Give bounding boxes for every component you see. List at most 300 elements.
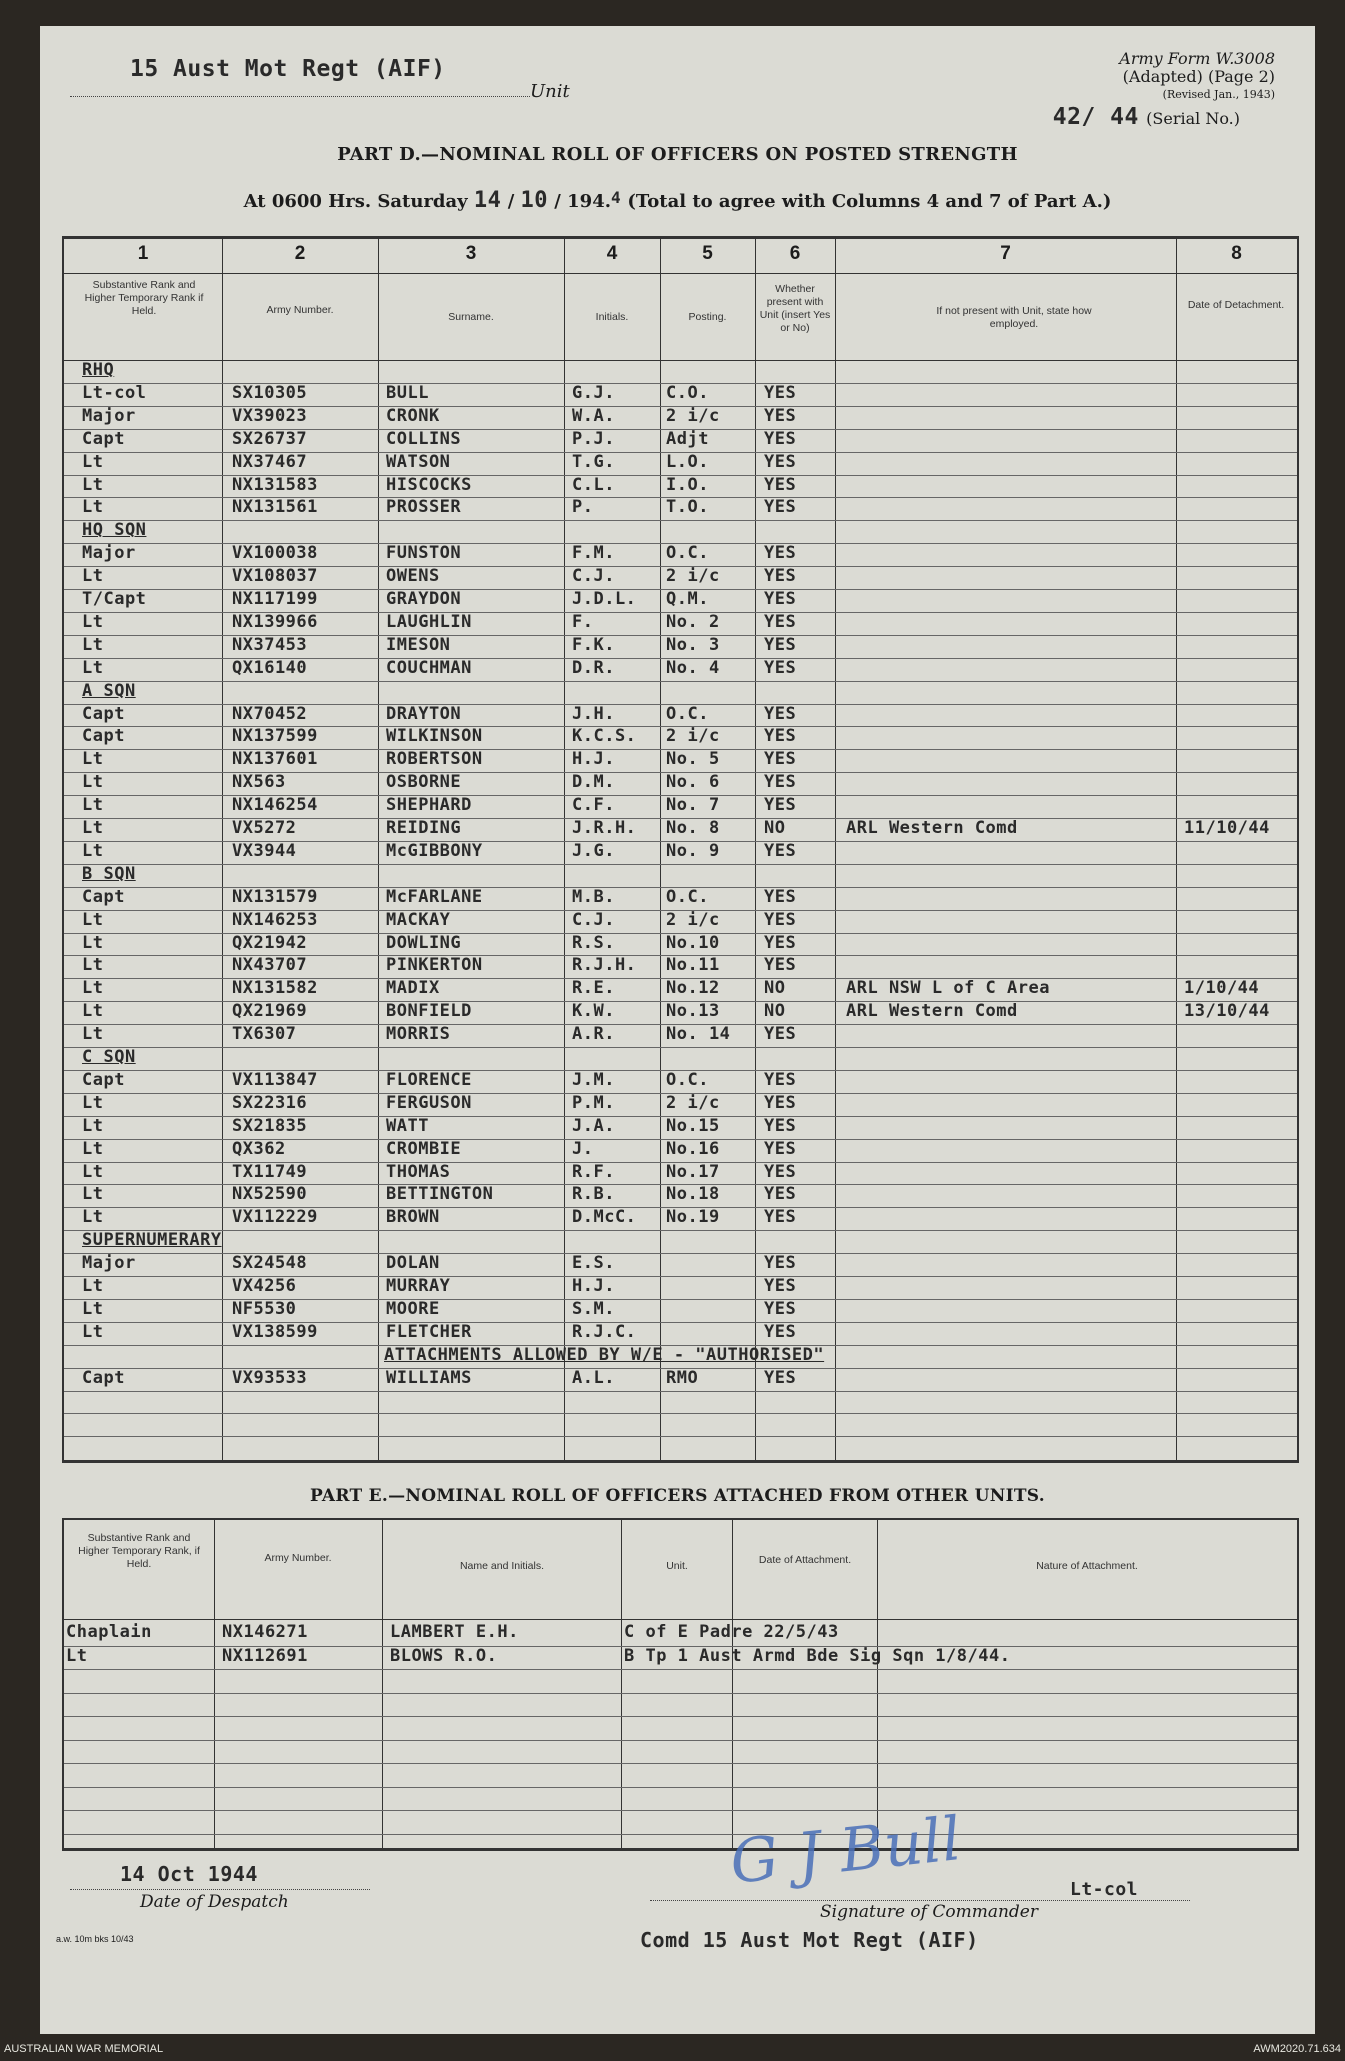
posting-cell: No. 2 <box>666 611 720 632</box>
initials-cell: H.J. <box>572 1276 615 1296</box>
initials-cell: R.F. <box>572 1161 615 1182</box>
present-cell: NO <box>764 818 786 838</box>
surname-cell: PROSSER <box>386 497 462 518</box>
section-row <box>64 1047 1297 1069</box>
posting-cell: No.11 <box>666 955 720 976</box>
army-number-cell: QX21942 <box>232 932 308 953</box>
initials-cell: R.S. <box>572 932 615 953</box>
rank-cell: Lt <box>82 611 104 632</box>
part-d-title: PART D.—NOMINAL ROLL OF OFFICERS ON POSTED STRENGTH <box>337 144 1018 165</box>
posting-cell: No.13 <box>666 1001 720 1022</box>
row-rule <box>64 1391 1297 1392</box>
surname-cell: MOORE <box>386 1298 440 1319</box>
initials-cell: F.M. <box>572 543 615 564</box>
present-cell: YES <box>764 1298 797 1319</box>
table-row <box>64 704 1297 726</box>
army-number-cell: VX39023 <box>232 405 308 426</box>
army-number-cell: VX113847 <box>232 1069 318 1090</box>
name-cell: LAMBERT E.H. <box>390 1622 519 1642</box>
signature-line <box>650 1900 1190 1901</box>
present-cell: YES <box>764 1069 797 1090</box>
col-num-8: 8 <box>1231 243 1242 264</box>
present-cell: YES <box>764 1115 797 1136</box>
army-number-cell: NX146253 <box>232 909 318 930</box>
unit-detail-cell: B Tp 1 Aust Armd Bde Sig Sqn 1/8/44. <box>624 1645 1011 1666</box>
army-number-cell: NX146271 <box>222 1622 308 1642</box>
surname-cell: MORRIS <box>386 1024 451 1045</box>
present-cell: YES <box>764 634 797 655</box>
army-number-cell: NX131561 <box>232 497 318 518</box>
initials-cell: C.F. <box>572 795 615 816</box>
section-row <box>64 864 1297 886</box>
surname-cell: CROMBIE <box>386 1138 462 1159</box>
row-rule <box>64 1646 1297 1647</box>
surname-cell: IMESON <box>386 634 451 655</box>
surname-cell: GRAYDON <box>386 589 462 609</box>
rank-cell: Lt <box>82 566 104 587</box>
table-row <box>64 658 1297 680</box>
table-row <box>64 1093 1297 1115</box>
present-cell: YES <box>764 955 797 976</box>
initials-cell: J. <box>572 1138 594 1159</box>
surname-cell: FERGUSON <box>386 1092 472 1113</box>
rank-cell: Major <box>82 1253 136 1274</box>
initials-cell: P.J. <box>572 428 615 449</box>
rank-cell: Chaplain <box>66 1622 152 1642</box>
table-row <box>64 1345 1297 1367</box>
unit-label: Unit <box>530 81 570 102</box>
section-row <box>64 520 1297 542</box>
part-d-datetime: At 0600 Hrs. Saturday 14 / 10 / 194.4 (Total to agree with Columns 4 and 7 of Part A.) <box>243 188 1112 213</box>
army-number-cell: NX139966 <box>232 611 318 632</box>
table-row <box>64 1162 1297 1184</box>
rank-cell: Capt <box>82 428 125 449</box>
present-cell: YES <box>764 703 797 724</box>
posting-cell: No. 7 <box>666 795 720 816</box>
surname-cell: FLORENCE <box>386 1069 472 1090</box>
initials-cell: J.H. <box>572 703 615 724</box>
rank-cell: Lt <box>82 451 104 472</box>
command-line: Comd 15 Aust Mot Regt (AIF) <box>640 1928 979 1952</box>
posting-cell: L.O. <box>666 451 709 472</box>
posting-cell: 2 i/c <box>666 566 720 587</box>
part-d-table <box>62 236 1299 1463</box>
posting-cell: Adjt <box>666 428 709 449</box>
present-cell: YES <box>764 795 797 816</box>
rank-cell: Lt <box>82 497 104 518</box>
present-cell: NO <box>764 978 786 999</box>
surname-cell: OSBORNE <box>386 772 462 793</box>
initials-cell: T.G. <box>572 451 615 472</box>
initials-cell: R.J.C. <box>572 1321 637 1342</box>
army-form-block <box>1045 50 1275 104</box>
table-row <box>64 978 1297 1000</box>
at-year-suffix: 4 <box>610 188 622 207</box>
rank-cell: RHQ <box>82 360 115 380</box>
posting-cell: No.15 <box>666 1115 720 1136</box>
surname-cell: LAUGHLIN <box>386 611 472 632</box>
surname-cell: THOMAS <box>386 1161 451 1182</box>
row-rule <box>64 1763 1297 1764</box>
table-row <box>64 841 1297 863</box>
table-row <box>64 406 1297 428</box>
army-number-cell: VX3944 <box>232 840 297 861</box>
initials-cell: W.A. <box>572 405 615 426</box>
army-number-cell: VX138599 <box>232 1321 318 1342</box>
surname-cell: SHEPHARD <box>386 795 472 816</box>
rank-cell: Lt <box>82 1138 104 1159</box>
table-row <box>64 1299 1297 1321</box>
row-rule <box>64 1834 1297 1835</box>
unit-value: 15 Aust Mot Regt (AIF) <box>130 56 446 82</box>
army-number-cell: NX563 <box>232 772 286 793</box>
army-number-cell: NX137599 <box>232 726 318 747</box>
posting-cell: Q.M. <box>666 589 709 609</box>
despatch-date: 14 Oct 1944 <box>120 1862 258 1886</box>
surname-cell: BONFIELD <box>386 1001 472 1022</box>
posting-cell: No.18 <box>666 1184 720 1205</box>
present-cell: YES <box>764 657 797 678</box>
rank-cell: SUPERNUMERARY <box>82 1230 222 1251</box>
surname-cell: DOWLING <box>386 932 462 953</box>
present-cell: NO <box>764 1001 786 1022</box>
present-cell: YES <box>764 589 797 609</box>
initials-cell: C.J. <box>572 566 615 587</box>
present-cell: YES <box>764 1092 797 1113</box>
army-form-adapted: (Adapted) (Page 2) <box>1122 67 1275 86</box>
col-num-1: 1 <box>137 243 149 264</box>
table-row <box>64 497 1297 519</box>
rank-cell: Lt <box>82 818 104 838</box>
posting-cell: O.C. <box>666 543 709 564</box>
total-note: (Total to agree with Columns 4 and 7 of Part A.) <box>627 191 1112 212</box>
present-cell: YES <box>764 474 797 495</box>
rank-cell: Lt <box>82 634 104 655</box>
surname-cell: COLLINS <box>386 428 462 449</box>
col-header-surname: Surname. <box>448 311 494 323</box>
table-row <box>64 933 1297 955</box>
army-number-cell: NX137601 <box>232 749 318 770</box>
army-number-cell: VX4256 <box>232 1276 297 1296</box>
present-cell: YES <box>764 749 797 770</box>
employment-cell: ARL Western Comd <box>846 818 1018 838</box>
row-rule <box>64 1740 1297 1741</box>
surname-cell: OWENS <box>386 566 440 587</box>
army-number-cell: VX108037 <box>232 566 318 587</box>
row-rule <box>64 1693 1297 1694</box>
army-number-cell: QX21969 <box>232 1001 308 1022</box>
initials-cell: D.McC. <box>572 1207 637 1228</box>
table-row <box>64 818 1297 840</box>
rank-cell: Lt <box>82 1001 104 1022</box>
initials-cell: E.S. <box>572 1253 615 1274</box>
commander-signature: G J Bull <box>726 1804 965 1898</box>
rank-cell: T/Capt <box>82 589 147 609</box>
initials-cell: A.L. <box>572 1367 615 1388</box>
col-num-2: 2 <box>294 243 306 264</box>
col-num-4: 4 <box>606 243 618 264</box>
present-cell: YES <box>764 772 797 793</box>
army-number-cell: NX52590 <box>232 1184 308 1205</box>
table-row <box>64 635 1297 657</box>
col-header-detachment: Date of Detachment. <box>1187 299 1285 311</box>
rank-cell: Capt <box>82 1069 125 1090</box>
posting-cell: T.O. <box>666 497 709 518</box>
name-cell: BLOWS R.O. <box>390 1645 498 1666</box>
initials-cell: A.R. <box>572 1024 615 1045</box>
rank-cell: Major <box>82 405 136 426</box>
table-row <box>64 1070 1297 1092</box>
row-rule <box>64 1436 1297 1437</box>
rank-cell: Lt <box>82 1184 104 1205</box>
initials-cell: R.E. <box>572 978 615 999</box>
present-cell: YES <box>764 886 797 907</box>
rank-cell: A SQN <box>82 680 136 701</box>
initials-cell: F. <box>572 611 594 632</box>
section-row <box>64 1230 1297 1252</box>
at-day: 14 <box>473 188 502 213</box>
table-row <box>64 383 1297 405</box>
initials-cell: J.D.L. <box>572 589 637 609</box>
table-row <box>64 566 1297 588</box>
part-e-title: PART E.—NOMINAL ROLL OF OFFICERS ATTACHED FROM OTHER UNITS. <box>310 1486 1045 1506</box>
surname-cell: ROBERTSON <box>386 749 483 770</box>
row-rule <box>64 1716 1297 1717</box>
army-number-cell: VX112229 <box>232 1207 318 1228</box>
serial-label: (Serial No.) <box>1146 109 1240 128</box>
army-number-cell: TX11749 <box>232 1161 308 1182</box>
army-number-cell: SX22316 <box>232 1092 308 1113</box>
rank-cell: HQ SQN <box>82 520 147 541</box>
despatch-line <box>70 1889 370 1890</box>
table-row <box>64 910 1297 932</box>
initials-cell: R.B. <box>572 1184 615 1205</box>
present-cell: YES <box>764 405 797 426</box>
form-sheet <box>40 26 1315 2034</box>
signature-label: Signature of Commander <box>820 1902 1038 1922</box>
army-number-cell: NX43707 <box>232 955 308 976</box>
posting-cell: No. 14 <box>666 1024 731 1045</box>
table-row <box>64 452 1297 474</box>
part-e-table <box>62 1518 1299 1851</box>
surname-cell: MURRAY <box>386 1276 451 1296</box>
rank-cell: Major <box>82 543 136 564</box>
army-number-cell: NF5530 <box>232 1298 297 1319</box>
army-number-cell: QX362 <box>232 1138 286 1159</box>
present-cell: YES <box>764 543 797 564</box>
initials-cell: F.K. <box>572 634 615 655</box>
initials-cell: J.G. <box>572 840 615 861</box>
present-cell: YES <box>764 382 797 403</box>
table-row <box>64 429 1297 451</box>
rank-cell: Lt <box>82 1115 104 1136</box>
army-number-cell: NX131582 <box>232 978 318 999</box>
col-header-employment: If not present with Unit, state how employed. <box>936 305 1092 330</box>
table-row <box>64 612 1297 634</box>
table-row <box>64 795 1297 817</box>
col-header-rank: Substantive Rank and Higher Temporary Rank if Held. <box>84 279 204 317</box>
initials-cell: C.L. <box>572 474 615 495</box>
surname-cell: MACKAY <box>386 909 451 930</box>
rank-cell: Lt <box>82 955 104 976</box>
initials-cell: J.R.H. <box>572 818 637 838</box>
rank-cell: Lt <box>82 909 104 930</box>
present-cell: YES <box>764 566 797 587</box>
initials-cell: M.B. <box>572 886 615 907</box>
table-row <box>64 887 1297 909</box>
e-col-header-rank: Substantive Rank and Higher Temporary Rank, if Held. <box>78 1532 200 1570</box>
present-cell: YES <box>764 840 797 861</box>
employment-cell: ARL NSW L of C Area <box>846 978 1050 999</box>
rank-cell: Lt <box>82 1092 104 1113</box>
initials-cell: S.M. <box>572 1298 615 1319</box>
present-cell: YES <box>764 497 797 518</box>
initials-cell: P.M. <box>572 1092 615 1113</box>
present-cell: YES <box>764 1024 797 1045</box>
posting-cell: No. 6 <box>666 772 720 793</box>
table-row <box>64 1276 1297 1298</box>
table-row <box>64 543 1297 565</box>
rank-cell: Lt <box>82 840 104 861</box>
posting-cell: I.O. <box>666 474 709 495</box>
surname-cell: FLETCHER <box>386 1321 472 1342</box>
table-row <box>64 1368 1297 1390</box>
rank-cell: Lt <box>82 978 104 999</box>
surname-cell: REIDING <box>386 818 462 838</box>
army-number-cell: SX21835 <box>232 1115 308 1136</box>
posting-cell: No.10 <box>666 932 720 953</box>
initials-cell: J.A. <box>572 1115 615 1136</box>
section-row <box>64 360 1297 382</box>
army-number-cell: QX16140 <box>232 657 308 678</box>
employment-cell: ARL Western Comd <box>846 1001 1018 1022</box>
table-row <box>64 1024 1297 1046</box>
table-row <box>64 475 1297 497</box>
surname-cell: McFARLANE <box>386 886 483 907</box>
attached-officer-row <box>64 1646 1297 1668</box>
col-num-5: 5 <box>702 243 713 264</box>
army-number-cell: NX131583 <box>232 474 318 495</box>
present-cell: YES <box>764 909 797 930</box>
surname-cell: DOLAN <box>386 1253 440 1274</box>
surname-cell: BETTINGTON <box>386 1184 494 1205</box>
serial-number <box>1053 104 1240 130</box>
rank-cell: Lt <box>82 932 104 953</box>
posting-cell: 2 i/c <box>666 405 720 426</box>
present-cell: YES <box>764 1253 797 1274</box>
table-row <box>64 1001 1297 1023</box>
table-row <box>64 589 1297 611</box>
at-label: At 0600 Hrs. Saturday <box>243 191 468 212</box>
present-cell: YES <box>764 1184 797 1205</box>
serial-value: 42/ 44 <box>1052 104 1139 130</box>
present-cell: YES <box>764 1207 797 1228</box>
army-number-cell: NX112691 <box>222 1645 308 1666</box>
col-num-6: 6 <box>789 243 801 264</box>
initials-cell: P. <box>572 497 594 518</box>
e-col-header-date: Date of Attachment. <box>758 1554 852 1566</box>
rank-cell: Lt <box>82 1207 104 1228</box>
section-row <box>64 681 1297 703</box>
col-header-initials: Initials. <box>595 311 629 323</box>
table-row <box>64 1253 1297 1275</box>
posting-cell: No. 9 <box>666 840 720 861</box>
rank-cell: Lt <box>82 657 104 678</box>
army-number-cell: SX26737 <box>232 428 308 449</box>
present-cell: YES <box>764 428 797 449</box>
posting-cell: No. 4 <box>666 657 720 678</box>
table-row <box>64 726 1297 748</box>
posting-cell: O.C. <box>666 703 709 724</box>
army-form-number: Army Form W.3008 <box>1119 49 1275 68</box>
e-col-header-army-number: Army Number. <box>264 1552 332 1564</box>
posting-cell: C.O. <box>666 382 709 403</box>
present-cell: YES <box>764 1276 797 1296</box>
posting-cell: No.16 <box>666 1138 720 1159</box>
army-number-cell: VX100038 <box>232 543 318 564</box>
table-row <box>64 955 1297 977</box>
detachment-date-cell: 11/10/44 <box>1184 818 1270 838</box>
attachments-note: ATTACHMENTS ALLOWED BY W/E - "AUTHORISED" <box>384 1344 825 1365</box>
army-number-cell: VX93533 <box>232 1367 308 1388</box>
posting-cell: No. 5 <box>666 749 720 770</box>
surname-cell: HISCOCKS <box>386 474 472 495</box>
initials-cell: K.C.S. <box>572 726 637 747</box>
rank-cell: Lt <box>82 474 104 495</box>
present-cell: YES <box>764 932 797 953</box>
posting-cell: O.C. <box>666 886 709 907</box>
row-rule <box>64 1413 1297 1414</box>
e-col-header-name: Name and Initials. <box>459 1560 545 1572</box>
table-row <box>64 772 1297 794</box>
row-rule <box>64 1787 1297 1788</box>
rank-cell: Lt <box>82 795 104 816</box>
posting-cell: O.C. <box>666 1069 709 1090</box>
initials-cell: D.M. <box>572 772 615 793</box>
at-month: 10 <box>520 188 549 213</box>
surname-cell: CRONK <box>386 405 440 426</box>
col-header-army-number: Army Number. <box>266 304 334 316</box>
detachment-date-cell: 13/10/44 <box>1184 1001 1270 1022</box>
initials-cell: C.J. <box>572 909 615 930</box>
table-row <box>64 1184 1297 1206</box>
surname-cell: DRAYTON <box>386 703 462 724</box>
initials-cell: G.J. <box>572 382 615 403</box>
credit-left: AUSTRALIAN WAR MEMORIAL <box>4 2043 164 2055</box>
army-number-cell: TX6307 <box>232 1024 297 1045</box>
e-col-header-nature: Nature of Attachment. <box>1036 1560 1138 1572</box>
posting-cell: No. 3 <box>666 634 720 655</box>
army-number-cell: NX146254 <box>232 795 318 816</box>
col-num-3: 3 <box>465 243 477 264</box>
unit-dotted-line <box>70 96 530 97</box>
initials-cell: K.W. <box>572 1001 615 1022</box>
present-cell: YES <box>764 611 797 632</box>
rank-cell: Lt <box>82 772 104 793</box>
army-number-cell: SX10305 <box>232 382 308 403</box>
rank-cell: Lt <box>82 1161 104 1182</box>
detachment-date-cell: 1/10/44 <box>1184 978 1260 999</box>
rank-cell: Capt <box>82 726 125 747</box>
surname-cell: BROWN <box>386 1207 440 1228</box>
posting-cell: RMO <box>666 1367 699 1388</box>
rank-cell: Lt <box>82 1276 104 1296</box>
rank-cell: Lt <box>82 749 104 770</box>
col-num-7: 7 <box>1000 243 1011 264</box>
unit-detail-cell: C of E Padre 22/5/43 <box>624 1622 839 1642</box>
e-col-header-unit: Unit. <box>666 1560 688 1572</box>
rank-cell: Lt <box>82 1024 104 1045</box>
